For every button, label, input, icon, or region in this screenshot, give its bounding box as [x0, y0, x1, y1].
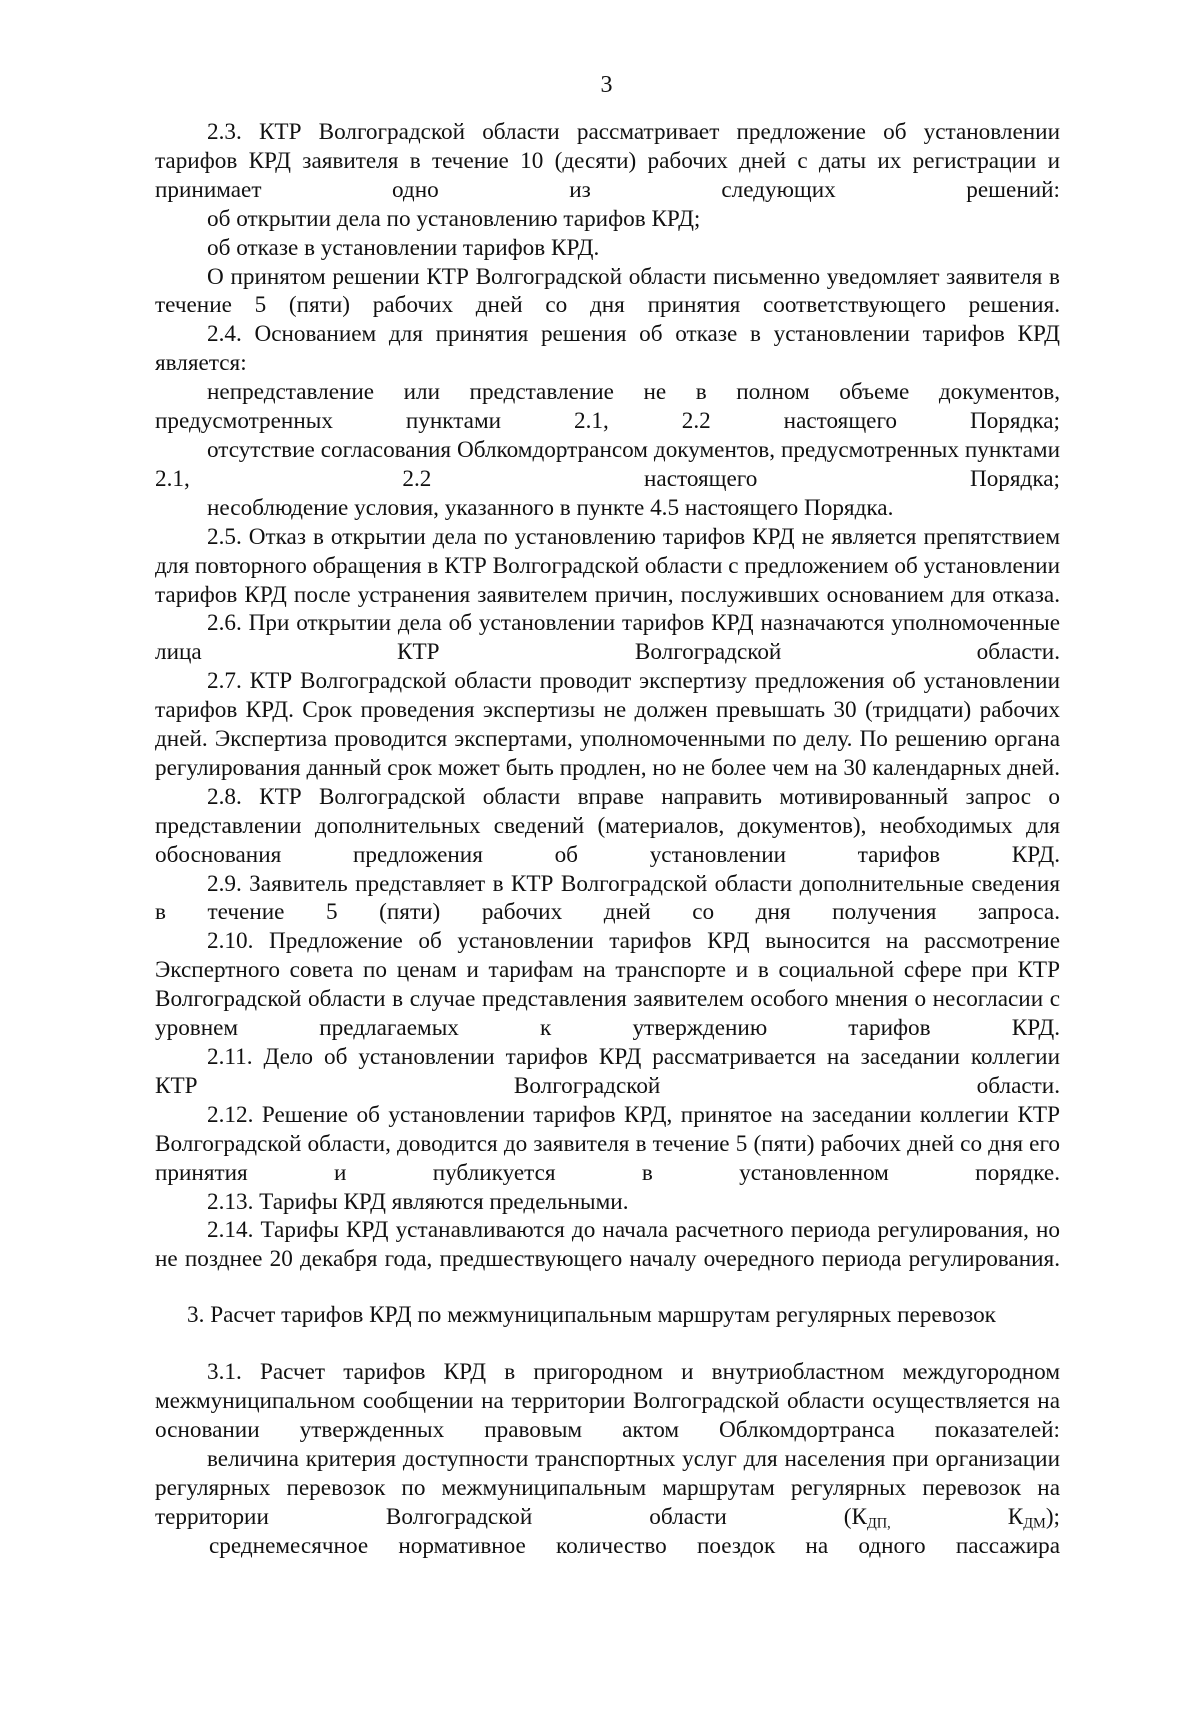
coefficient-k-dm: К [890, 1503, 1024, 1530]
paragraph-2-10: 2.10. Предложение об установлении тарифов КРД выносится на рассмотрение Экспертного совета по ценам и тарифам на транспорте и в социальной сфере при КТР Волгоградской области в случае представления заявителем особого мнения о несогласии с уровнем предлагаемых к утверждению тарифов КРД. [155, 928, 1060, 1042]
paragraph-2-3-option-1: об открытии дела по установлению тарифов КРД; [207, 205, 701, 232]
paragraph-2-6: 2.6. При открытии дела об установлении тарифов КРД назначаются уполномоченные лица КТР Волгоградской области. [155, 610, 1060, 666]
paragraph-2-4-item-3: несоблюдение условия, указанного в пункте 4.5 настоящего Порядка. [207, 494, 894, 521]
section-3-heading: 3. Расчет тарифов КРД по межмуниципальным маршрутам регулярных перевозок [187, 1302, 996, 1329]
paragraph-2-12: 2.12. Решение об установлении тарифов КРД, принятое на заседании коллегии КТР Волгоградской области, доводится до заявителя в течение 5 (пяти) рабочих дней со дня его принятия и публикуется в установленном порядке. [155, 1101, 1060, 1186]
coefficient-k-dp-subscript: ДП, [866, 1515, 891, 1532]
paragraph-3-1-item-1 [155, 1445, 1060, 1532]
paragraph-3-1: 3.1. Расчет тарифов КРД в пригородном и внутриобластном междугородном межмуниципальном сообщении на территории Волгоградской области осуществляется на основании утвержденных правовым актом Облкомдортранса показателей: [155, 1359, 1060, 1443]
paragraph-2-3-option-2: об отказе в установлении тарифов КРД. [207, 234, 600, 261]
paragraph-2-13: 2.13. Тарифы КРД являются предельными. [207, 1188, 629, 1215]
paragraph-2-4-item-1: непредставление или представление не в полном объеме документов, предусмотренных пунктами 2.1, 2.2 настоящего Порядка; [155, 379, 1060, 435]
page-number: 3 [600, 72, 613, 98]
paragraph-2-4-item-2: отсутствие согласования Облкомдортрансом документов, предусмотренных пунктами 2.1, 2.2 настоящего Порядка; [155, 436, 1060, 492]
coefficient-k-dp: К [851, 1503, 867, 1530]
paragraph-2-9: 2.9. Заявитель представляет в КТР Волгоградской области дополнительные сведения в течение 5 (пяти) рабочих дней со дня получения запроса. [155, 870, 1060, 926]
paragraph-2-8: 2.8. КТР Волгоградской области вправе направить мотивированный запрос о представлении дополнительных сведений (материалов, документов), необходимых для обоснования предложения об установлении тарифов КРД. [155, 783, 1060, 868]
paragraph-2-7: 2.7. КТР Волгоградской области проводит экспертизу предложения об установлении тарифов КРД. Срок проведения экспертизы не должен превышать 30 (тридцати) рабочих дней. Экспертиза проводится экспертами, уполномоченными по делу. По решению органа регулирования данный срок может быть продлен, но не более чем на 30 календарных дней. [155, 668, 1060, 781]
paragraph-2-14: 2.14. Тарифы КРД устанавливаются до начала расчетного периода регулирования, но не позднее 20 декабря года, предшествующего началу очередного периода регулирования. [155, 1217, 1060, 1273]
paragraph-2-3-notice: О принятом решении КТР Волгоградской области письменно уведомляет заявителя в течение 5 (пяти) рабочих дней со дня принятия соответствующего решения. [155, 263, 1060, 319]
paragraph-3-1-item-2: среднемесячное нормативное количество поездок на одного пассажира [209, 1532, 1060, 1559]
paragraph-2-4: 2.4. Основанием для принятия решения об отказе в установлении тарифов КРД является: [155, 321, 1060, 377]
paragraph-2-3: 2.3. КТР Волгоградской области рассматривает предложение об установлении тарифов КРД заявителя в течение 10 (десяти) рабочих дней с даты их регистрации и принимает одно из следующих решений: [155, 119, 1060, 203]
paragraph-3-1-item-1-end: ); [1045, 1503, 1060, 1530]
paragraph-3-1-item-1-text: величина критерия доступности транспортных услуг для населения при организации регулярных перевозок по межмуниципальным маршрутам регулярных перевозок на территории Волгоградской области ( [155, 1445, 1060, 1530]
document-body [155, 118, 1060, 1561]
paragraph-2-11: 2.11. Дело об установлении тарифов КРД рассматривается на заседании коллегии КТР Волгоградской области. [155, 1044, 1060, 1099]
coefficient-k-dm-subscript: ДМ [1023, 1515, 1046, 1532]
paragraph-2-5: 2.5. Отказ в открытии дела по установлению тарифов КРД не является препятствием для повторного обращения в КТР Волгоградской области с предложением об установлении тарифов КРД после устранения заявителем причин, послуживших основанием для отказа. [155, 523, 1060, 608]
